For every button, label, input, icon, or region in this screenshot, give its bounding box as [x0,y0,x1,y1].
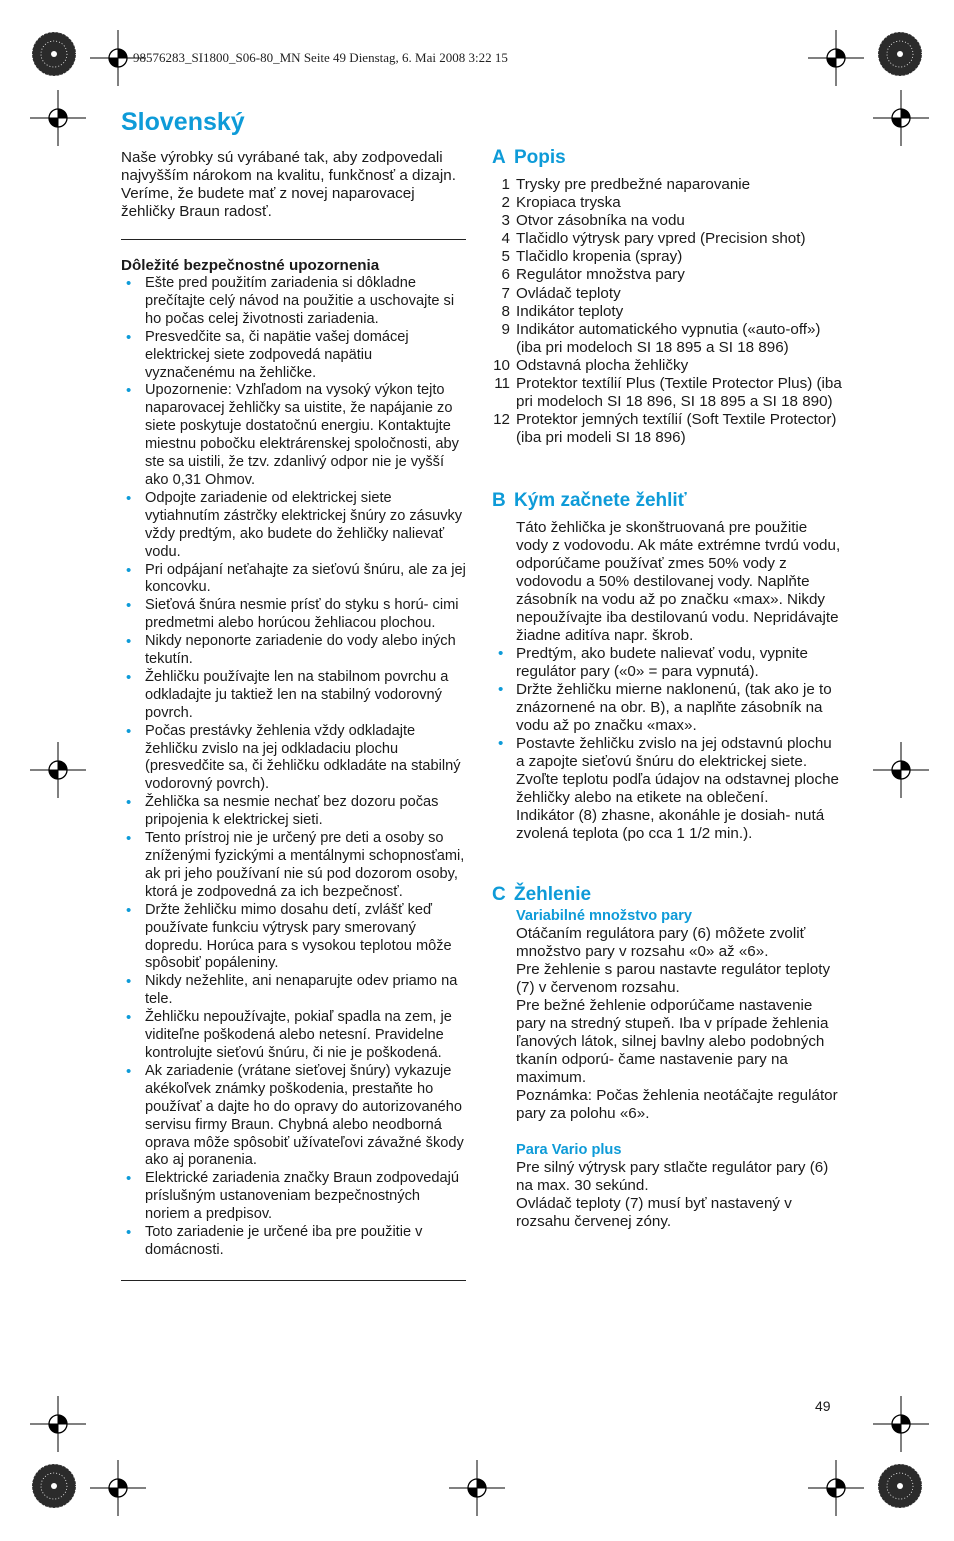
list-item [492,176,842,194]
item-text: Indikátor teploty [516,302,624,320]
list-item: • Nikdy neponorte zariadenie do vody alebo iných tekutín. [121,633,466,669]
list-item [492,375,842,411]
item-text: Odstavná plocha žehličky [516,356,689,374]
section-title: Žehlenie [514,884,592,906]
section-title: Popis [514,147,566,168]
list-item: • Ak zariadenie (vrátane sieťovej šnúry) vykazuje akékoľvek známky poškodenia, prestaňte ho používať a dajte ho do opravy do autorizovaného servisu firmy Braun. Chybná alebo neodborná oprava môže spôsobiť užívateľovi závažné škody ako aj poranenia. [121,1063,466,1170]
item-text: Protektor textílií Plus (Textile Protector Plus) (iba pri modeloch SI 18 896, SI 18 895 a SI 18 890) [516,375,842,411]
list-item [492,230,842,248]
list-item: • Upozornenie: Vzhľadom na vysoký výkon tejto naparovacej žehličky sa uistite, že napájanie zo siete poskytuje dostatočnú energiu. Kontaktujte miestnu pobočku elektrárenskej spoločnosti, aby ste sa uistili, že tzv. zdanlivý odpor nie je vyšší ako 0,31 Ohmov. [121,382,466,489]
registration-mark-bottom-left [90,1460,146,1516]
paragraph: Ovládač teploty (7) musí byť nastavený v rozsahu červenej zóny. [516,1195,792,1231]
vario-plus-heading: Para Vario plus [516,1142,622,1159]
paragraph: Poznámka: Počas žehlenia neotáčajte regulátor pary za polohu «6». [516,1087,838,1123]
intro-paragraph: Naše výrobky sú vyrábané tak, aby zodpovedali najvyšším nárokom na kvalitu, funkčnosť a dizajn. Veríme, že budete mať z novej naparovacej žehličky Braun radosť. [121,149,456,220]
list-item [492,248,842,266]
safety-list [121,275,466,1260]
list-item: • Presvedčite sa, či napätie vašej domácej elektrickej siete zodpovedá napätiu vyznačenému na žehličke. [121,329,466,383]
registration-mark-left-upper [30,90,86,146]
item-text: Tlačidlo kropenia (spray) [516,248,683,266]
item-text: Tlačidlo výtrysk pary vpred (Precision shot) [516,230,806,248]
registration-mark-bottom-right [808,1460,864,1516]
list-item: • Pri odpájaní neťahajte za sieťovú šnúru, ale za jej koncovku. [121,562,466,598]
list-item [492,321,842,339]
item-text: Otvor zásobníka na vodu [516,212,685,230]
item-number: 6 [501,266,510,284]
parts-list [492,176,842,447]
list-item: • Predtým, ako budete nalievať vodu, vypnite regulátor pary («0» = para vypnutá). [492,645,842,681]
item-number: 9 [501,320,510,338]
list-item: • Žehličku nepoužívajte, pokiaľ spadla na zem, je viditeľne poškodená alebo netesní. Pravidelne kontrolujte sieťovú šnúru, či nie je poškodená. [121,1009,466,1063]
starburst-mark-top-left [31,31,77,77]
registration-mark-right-upper [873,90,929,146]
list-item [492,339,842,357]
item-text: Regulátor množstva pary [516,266,685,284]
divider [121,1280,466,1281]
paragraph: Pre bežné žehlenie odporúčame nastavenie pary na stredný stupeň. Iba v prípade žehlenia ľanových látok, silnej bavlny alebo podobných tkanín odporú- čame nastavenie pary na maximum. [516,997,829,1087]
section-c-body [492,907,842,1231]
print-header-line: 98576283_SI1800_S06-80_MN Seite 49 Dienstag, 6. Mai 2008 3:22 15 [133,50,508,65]
list-item [492,411,842,447]
item-text: Protektor jemných textílií (Soft Textile Protector) (iba pri modeli SI 18 896) [516,411,837,447]
temperature-paragraph: Zvoľte teplotu podľa údajov na odstavnej ploche žehličky alebo na etikete na oblečení. [516,771,839,807]
registration-mark-bottom-center [449,1460,505,1516]
item-number: 12 [493,411,510,429]
paragraph: Pre silný výtrysk pary stlačte regulátor pary (6) na max. 30 sekúnd. [516,1159,829,1195]
safety-heading: Dôležité bezpečnostné upozornenia [121,257,380,274]
section-b-list [492,645,842,771]
list-item [492,303,842,321]
section-letter: B [492,490,506,512]
list-item [492,285,842,303]
divider [121,239,466,240]
section-a-heading [492,146,842,170]
item-number: 2 [501,194,510,212]
list-item [492,357,842,375]
list-item [492,266,842,284]
list-item: • Žehličku používajte len na stabilnom povrchu a odkladajte ju taktiež len na stabilný vodorovný povrch. [121,669,466,723]
variable-steam-heading: Variabilné množstvo pary [516,908,692,925]
list-item: • Elektrické zariadenia značky Braun zodpovedajú príslušným ustanoveniam bezpečnostných noriem a predpisov. [121,1170,466,1224]
list-item: • Tento prístroj nie je určený pre deti a osoby so zníženými fyzickými a mentálnymi schopnosťami, ak pri jeho používaní nie sú pod dozorom osoby, ktorá je zodpovedná za ich bezpečnosť. [121,830,466,902]
item-number: 7 [501,284,510,302]
list-item: • Držte žehličku mimo dosahu detí, zvlášť keď používate funkciu výtrysk pary smerovaný dopredu. Horúca para s vysokou teplotou môže spôsobiť popáleniny. [121,902,466,974]
section-letter: C [492,884,506,906]
list-item [492,194,842,212]
list-item: • Žehlička sa nesmie nechať bez dozoru počas pripojenia k elektrickej sieti. [121,794,466,830]
paragraph: Otáčaním regulátora pary (6) môžete zvoliť množstvo pary v rozsahu «0» až «6». [516,925,806,961]
registration-mark-right-middle [873,742,929,798]
registration-mark-top-right [808,30,864,86]
registration-mark-right-lower [873,1396,929,1452]
registration-mark-left-lower [30,1396,86,1452]
section-c-heading [492,883,842,907]
section-b-intro: Táto žehlička je skonštruovaná pre použitie vody z vodovodu. Ak máte extrémne tvrdú vodu, odporúčame používať zmes 50% vody z vodovodu a 50% destilovanej vody. Naplňte zásobník na vodu až po značku «max». Nikdy nepoužívajte iba destilovanú vodu. Nepridávajte žiadne aditíva napr. škrob. [516,519,841,645]
item-text: Ovládač teploty [516,284,621,302]
section-b-body [492,519,842,645]
list-item: • Ešte pred použitím zariadenia si dôkladne prečítajte celý návod na použitie a uschovajte si ho počas celej životnosti zariadenia. [121,275,466,329]
item-number: 5 [501,248,510,266]
right-column [492,146,842,1231]
paragraph: Pre žehlenie s parou nastavte regulátor teploty (7) v červenom rozsahu. [516,961,831,997]
list-item: • Držte žehličku mierne naklonenú, (tak ako je to znázornené na obr. B), a naplňte zásobník na vodu až po značku «max». [492,681,842,735]
list-item: • Postavte žehličku zvislo na jej odstavnú plochu a zapojte sieťovú šnúru do elektrickej siete. [492,735,842,771]
item-number: 4 [501,230,510,248]
item-number: 3 [501,212,510,230]
list-item: • Počas prestávky žehlenia vždy odkladajte žehličku zvislo na jej odkladaciu plochu (presvedčite sa, či žehličku odkladáte na stabilný vodorovný povrch). [121,723,466,795]
list-item: • Toto zariadenie je určené iba pre použitie v domácnosti. [121,1224,466,1260]
starburst-mark-top-right [877,31,923,77]
item-text: Kropiaca tryska [516,194,621,212]
section-letter: A [492,147,506,168]
section-b-notes [492,771,842,843]
list-item: • Nikdy nežehlite, ani nenaparujte odev priamo na tele. [121,973,466,1009]
item-number: 1 [501,176,510,193]
item-text: Indikátor automatického vypnutia («auto-off») [516,320,821,338]
registration-mark-left-middle [30,742,86,798]
item-number [492,339,510,357]
item-text: (iba pri modeloch SI 18 895 a SI 18 896) [516,338,789,356]
section-b-heading [492,489,842,513]
page-title: Slovenský [121,108,245,136]
item-number: 11 [494,375,510,393]
left-column [121,149,466,1281]
starburst-mark-bottom-right [877,1463,923,1509]
list-item [492,212,842,230]
indicator-paragraph: Indikátor (8) zhasne, akonáhle je dosiah- nutá zvolená teplota (po cca 1 1/2 min.). [516,807,825,843]
item-number: 8 [501,302,510,320]
section-title: Kým začnete žehliť [514,490,687,512]
page-number: 49 [815,1398,831,1414]
list-item: • Sieťová šnúra nesmie prísť do styku s horú- cimi predmetmi alebo horúcou žehliacou plochou. [121,597,466,633]
starburst-mark-bottom-left [31,1463,77,1509]
item-text: Trysky pre predbežné naparovanie [516,176,751,193]
list-item: • Odpojte zariadenie od elektrickej siete vytiahnutím zástrčky elektrickej šnúry zo zásuvky vždy predtým, ako budete do žehličky nalievať vodu. [121,490,466,562]
item-number: 10 [493,356,510,374]
